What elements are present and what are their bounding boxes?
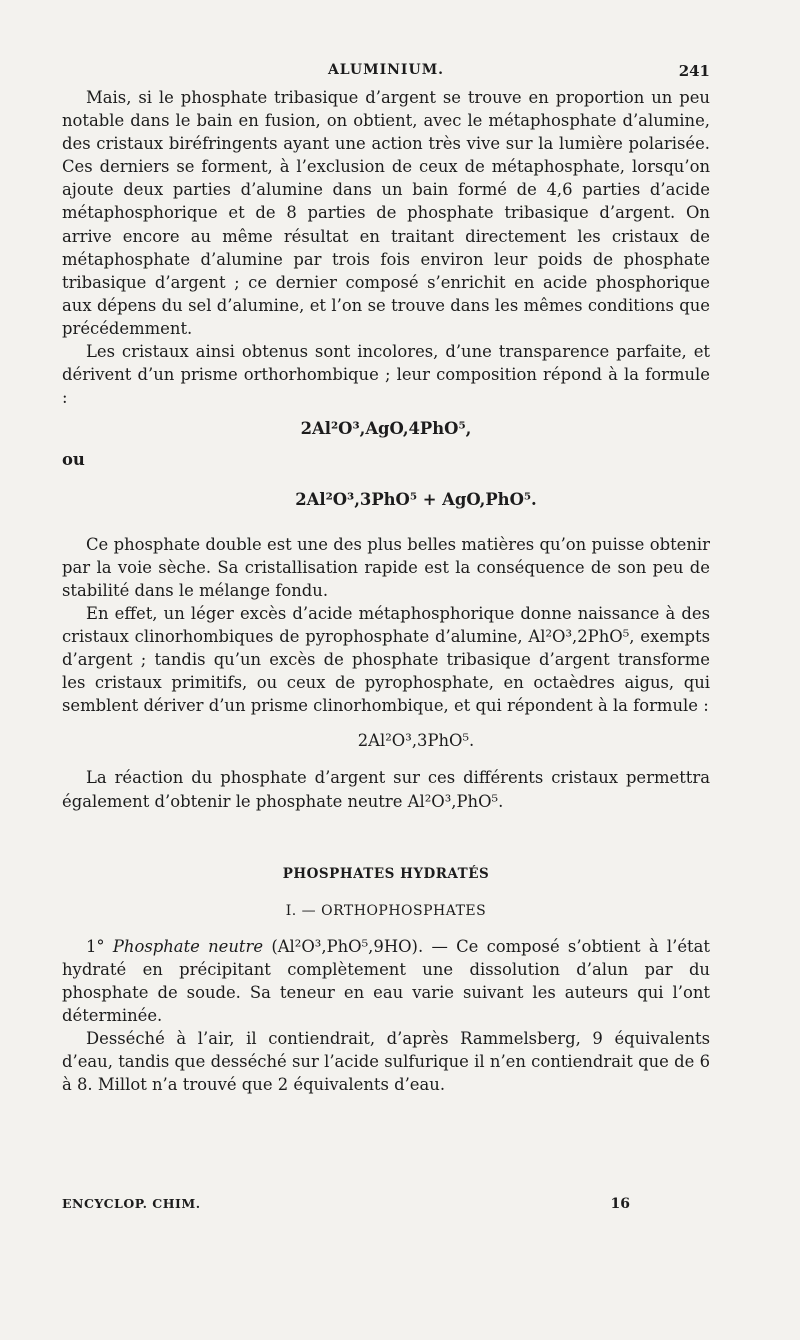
item-text: — Ce composé s’obtient à l’état hydraté en précipitant complètement une dissolution d’alun par du phosphate de soude. Sa teneur en eau varie suivant les auteurs qui l’ont déterminée. xyxy=(62,936,710,1026)
paragraph: Desséché à l’air, il contiendrait, d’après Rammelsberg, 9 équivalents d’eau, tandis que desséché sur l’acide sulfurique il n’en contiendrait que de 6 à 8. Millot n’a trouvé que 2 équivalents d’eau. xyxy=(62,1029,710,1095)
item-number: 1° xyxy=(86,936,105,956)
page-header xyxy=(62,62,710,84)
printer-signature: ENCYCLOP. CHIM. xyxy=(62,1196,201,1211)
running-title: ALUMINIUM. xyxy=(327,62,445,78)
formula-double-phosphate: 2Al²O³,AgO,4PhO⁵, xyxy=(300,419,472,439)
subsection-heading: I. — ORTHOPHOSPHATES xyxy=(285,902,487,919)
item-neutral-phosphate xyxy=(62,935,710,1027)
page-number: 241 xyxy=(678,62,710,80)
page-footer xyxy=(62,1196,710,1216)
body-text xyxy=(62,86,710,1096)
sheet-number: 16 xyxy=(610,1196,630,1212)
section-heading: PHOSPHATES HYDRATÉS xyxy=(282,865,490,882)
paragraph: Mais, si le phosphate tribasique d’argent se trouve en proportion un peu notable dans le bain en fusion, on obtient, avec le métaphosphate d’alumine, des cristaux biréfringents ayant une action très vive sur la lumière polarisée. Ces derniers se forment, à l’exclusion de ceux de métaphosphate, lorsqu’on ajoute deux parties d’alumine dans un bain formé de 4,6 parties d’acide métaphosphorique et de 8 parties de phosphate tribasique d’argent. On arrive encore au même résultat en traitant directement les cristaux de métaphosphate d’alumine par trois fois environ leur poids de phosphate tribasique d’argent ; ce dernier composé s’enrichit en acide phosphorique aux dépens du sel d’alumine, et l’on se trouve dans les mêmes conditions que précédemment. xyxy=(62,88,710,338)
paragraph: La réaction du phosphate d’argent sur ces différents cristaux permettra également d’obtenir le phosphate neutre Al²O³,PhO⁵. xyxy=(62,768,710,811)
formula-octahedra: 2Al²O³,3PhO⁵. xyxy=(357,731,475,751)
paragraph: En effet, un léger excès d’acide métaphosphorique donne naissance à des cristaux clinorhombiques de pyrophosphate d’alumine, Al²O³,2PhO⁵, exempts d’argent ; tandis qu’un excès de phosphate tribasique d’argent transforme les cristaux primitifs, ou ceux de pyrophosphate, en octaèdres aigus, qui semblent dériver d’un prisme clinorhombique, et qui répondent à la formule : xyxy=(62,603,710,716)
formula-double-phosphate-alt: 2Al²O³,3PhO⁵ + AgO,PhO⁵. xyxy=(295,489,537,509)
item-title: Phosphate neutre xyxy=(112,936,264,956)
conjunction-ou: ou xyxy=(62,450,85,470)
paragraph: Les cristaux ainsi obtenus sont incolores, d’une transparence parfaite, et dérivent d’un prisme orthorhombique ; leur composition répond à la formule : xyxy=(62,342,710,408)
paragraph: Ce phosphate double est une des plus belles matières qu’on puisse obtenir par la voie sèche. Sa cristallisation rapide est la conséquence de son peu de stabilité dans le mélange fondu. xyxy=(62,534,710,600)
item-formula: (Al²O³,PhO⁵,9HO). xyxy=(271,936,424,956)
